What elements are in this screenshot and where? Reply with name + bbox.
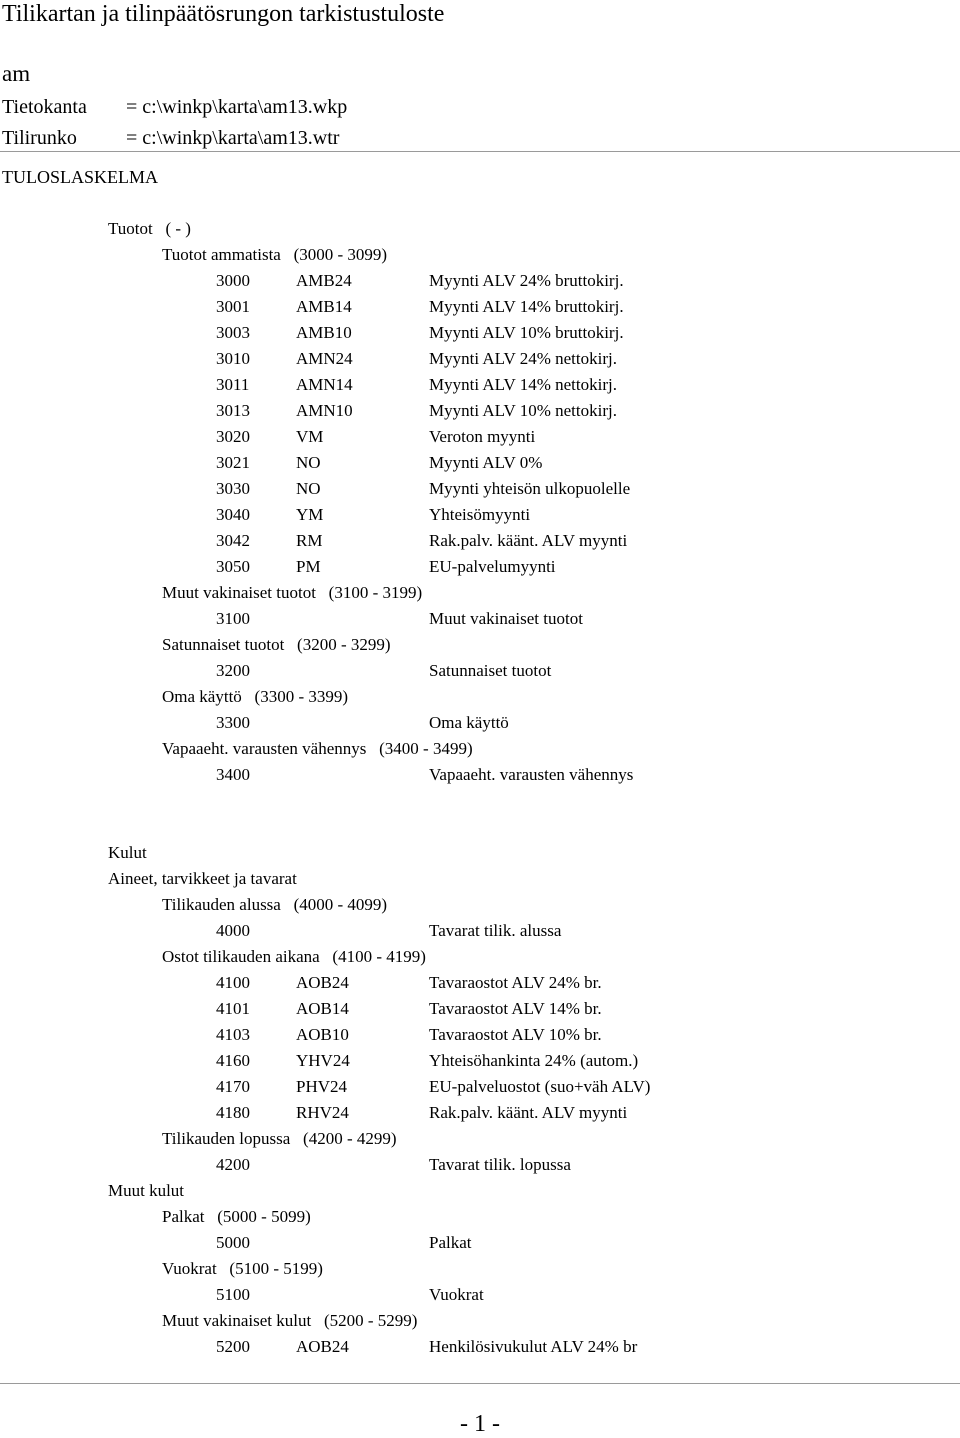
account-row xyxy=(0,764,960,790)
frame-label: Tilirunko xyxy=(2,127,77,149)
account-row xyxy=(0,374,960,400)
account-number: 4100 xyxy=(216,973,250,992)
vat-code: RHV24 xyxy=(296,1103,349,1122)
vat-code: AMB14 xyxy=(296,297,352,316)
subgroup-heading xyxy=(0,894,960,920)
account-row xyxy=(0,1154,960,1180)
group-heading xyxy=(0,218,960,244)
vat-code: AOB14 xyxy=(296,999,349,1018)
account-name: Myynti ALV 10% bruttokirj. xyxy=(429,323,624,342)
account-name: Tavaraostot ALV 24% br. xyxy=(429,973,602,992)
account-number: 3042 xyxy=(216,531,250,550)
account-name: Muut vakinaiset tuotot xyxy=(429,609,583,628)
vat-code: AMN14 xyxy=(296,375,353,394)
account-row xyxy=(0,998,960,1024)
section-title: TULOSLASKELMA xyxy=(2,167,158,187)
account-number: 3000 xyxy=(216,271,250,290)
account-name: Palkat xyxy=(429,1233,472,1252)
account-name: Myynti ALV 10% nettokirj. xyxy=(429,401,617,420)
account-name: Myynti ALV 0% xyxy=(429,453,543,472)
subgroup-heading-text: Muut vakinaiset tuotot (3100 - 3199) xyxy=(162,583,423,602)
account-name: EU-palvelumyynti xyxy=(429,557,556,576)
account-row xyxy=(0,1024,960,1050)
subgroup-heading xyxy=(0,738,960,764)
subgroup-heading-text: Vapaaeht. varausten vähennys (3400 - 3499) xyxy=(162,739,473,758)
vat-code: PM xyxy=(296,557,321,576)
account-number: 3010 xyxy=(216,349,250,368)
subgroup-heading xyxy=(0,244,960,270)
account-name: Satunnaiset tuotot xyxy=(429,661,552,680)
vat-code: NO xyxy=(296,453,321,472)
account-number: 3001 xyxy=(216,297,250,316)
vat-code: PHV24 xyxy=(296,1077,348,1096)
account-number: 5200 xyxy=(216,1337,250,1356)
account-number: 4000 xyxy=(216,921,250,940)
account-name: Rak.palv. käänt. ALV myynti xyxy=(429,531,628,550)
account-number: 3200 xyxy=(216,661,250,680)
account-row xyxy=(0,400,960,426)
account-name: Henkilösivukulut ALV 24% br xyxy=(429,1337,638,1356)
account-number: 4170 xyxy=(216,1077,250,1096)
account-name: Tavarat tilik. lopussa xyxy=(429,1155,571,1174)
account-name: Vuokrat xyxy=(429,1285,484,1304)
vat-code: AMB10 xyxy=(296,323,352,342)
subgroup-heading xyxy=(0,582,960,608)
subgroup-heading-text: Vuokrat (5100 - 5199) xyxy=(162,1259,323,1278)
account-number: 3021 xyxy=(216,453,250,472)
group-heading-text: Tuotot ( - ) xyxy=(108,219,191,238)
vat-code: AOB24 xyxy=(296,1337,349,1356)
account-row xyxy=(0,1050,960,1076)
subgroup-heading-text: Tilikauden lopussa (4200 - 4299) xyxy=(162,1129,397,1148)
account-name: EU-palveluostot (suo+väh ALV) xyxy=(429,1077,651,1096)
account-row xyxy=(0,1232,960,1258)
account-name: Myynti yhteisön ulkopuolelle xyxy=(429,479,631,498)
database-value: = c:\winkp\karta\am13.wkp xyxy=(126,96,348,118)
subgroup-heading-text: Tuotot ammatista (3000 - 3099) xyxy=(162,245,388,264)
account-row xyxy=(0,972,960,998)
subgroup-heading-text: Palkat (5000 - 5099) xyxy=(162,1207,311,1226)
account-row xyxy=(0,296,960,322)
account-row xyxy=(0,1284,960,1310)
account-row xyxy=(0,1336,960,1362)
account-row xyxy=(0,660,960,686)
account-number: 3050 xyxy=(216,557,250,576)
account-row xyxy=(0,1076,960,1102)
subgroup-heading xyxy=(0,686,960,712)
vat-code: AMB24 xyxy=(296,271,352,290)
account-name: Tavarat tilik. alussa xyxy=(429,921,562,940)
spacer-row xyxy=(0,816,960,842)
subgroup-heading xyxy=(0,946,960,972)
subgroup-heading-text: Ostot tilikauden aikana (4100 - 4199) xyxy=(162,947,426,966)
account-number: 3030 xyxy=(216,479,250,498)
vat-code: AOB10 xyxy=(296,1025,349,1044)
account-row xyxy=(0,608,960,634)
account-name: Vapaaeht. varausten vähennys xyxy=(429,765,634,784)
header-divider xyxy=(0,151,960,152)
account-name: Yhteisöhankinta 24% (autom.) xyxy=(429,1051,639,1070)
account-number: 4103 xyxy=(216,1025,250,1044)
vat-code: RM xyxy=(296,531,323,550)
footer-divider xyxy=(0,1383,960,1384)
database-label: Tietokanta xyxy=(2,96,87,118)
company-name: am xyxy=(2,61,31,86)
account-row xyxy=(0,1102,960,1128)
account-number: 3020 xyxy=(216,427,250,446)
account-row xyxy=(0,504,960,530)
account-name: Oma käyttö xyxy=(429,713,509,732)
subgroup-heading-text: Oma käyttö (3300 - 3399) xyxy=(162,687,349,706)
account-number: 3011 xyxy=(216,375,250,394)
group-heading xyxy=(0,842,960,868)
account-number: 4160 xyxy=(216,1051,250,1070)
account-name: Myynti ALV 14% nettokirj. xyxy=(429,375,617,394)
subgroup-heading-text: Muut vakinaiset kulut (5200 - 5299) xyxy=(162,1311,418,1330)
account-row xyxy=(0,530,960,556)
account-number: 4101 xyxy=(216,999,250,1018)
account-row xyxy=(0,322,960,348)
account-name: Myynti ALV 24% bruttokirj. xyxy=(429,271,624,290)
vat-code: NO xyxy=(296,479,321,498)
vat-code: YM xyxy=(296,505,324,524)
account-number: 4180 xyxy=(216,1103,250,1122)
subgroup-heading xyxy=(0,1206,960,1232)
group-heading-text: Aineet, tarvikkeet ja tavarat xyxy=(108,869,297,888)
account-row xyxy=(0,556,960,582)
subgroup-heading xyxy=(0,1258,960,1284)
account-name: Veroton myynti xyxy=(429,427,536,446)
account-number: 4200 xyxy=(216,1155,250,1174)
account-row xyxy=(0,478,960,504)
account-row xyxy=(0,920,960,946)
account-name: Myynti ALV 24% nettokirj. xyxy=(429,349,617,368)
vat-code: YHV24 xyxy=(296,1051,350,1070)
group-heading-text: Kulut xyxy=(108,843,147,862)
vat-code: AMN10 xyxy=(296,401,353,420)
page-number-text: - 1 - xyxy=(460,1411,500,1437)
subgroup-heading-text: Satunnaiset tuotot (3200 - 3299) xyxy=(162,635,391,654)
account-row xyxy=(0,426,960,452)
account-name: Myynti ALV 14% bruttokirj. xyxy=(429,297,624,316)
account-number: 3003 xyxy=(216,323,250,342)
vat-code: VM xyxy=(296,427,324,446)
account-number: 5000 xyxy=(216,1233,250,1252)
account-number: 3013 xyxy=(216,401,250,420)
subgroup-heading xyxy=(0,1310,960,1336)
account-row xyxy=(0,712,960,738)
account-name: Rak.palv. käänt. ALV myynti xyxy=(429,1103,628,1122)
account-number: 5100 xyxy=(216,1285,250,1304)
group-heading xyxy=(0,868,960,894)
account-number: 3040 xyxy=(216,505,250,524)
page-number xyxy=(0,1410,960,1438)
account-row xyxy=(0,452,960,478)
subgroup-heading-text: Tilikauden alussa (4000 - 4099) xyxy=(162,895,388,914)
account-name: Yhteisömyynti xyxy=(429,505,531,524)
account-number: 3400 xyxy=(216,765,250,784)
account-number: 3300 xyxy=(216,713,250,732)
group-heading xyxy=(0,1180,960,1206)
account-row xyxy=(0,348,960,374)
account-row xyxy=(0,270,960,296)
account-number: 3100 xyxy=(216,609,250,628)
document-title: Tilikartan ja tilinpäätösrungon tarkistustuloste xyxy=(2,1,445,27)
account-name: Tavaraostot ALV 14% br. xyxy=(429,999,602,1018)
account-name: Tavaraostot ALV 10% br. xyxy=(429,1025,602,1044)
vat-code: AMN24 xyxy=(296,349,353,368)
vat-code: AOB24 xyxy=(296,973,349,992)
subgroup-heading xyxy=(0,634,960,660)
group-heading-text: Muut kulut xyxy=(108,1181,185,1200)
subgroup-heading xyxy=(0,1128,960,1154)
frame-value: = c:\winkp\karta\am13.wtr xyxy=(126,127,340,149)
spacer-row xyxy=(0,790,960,816)
